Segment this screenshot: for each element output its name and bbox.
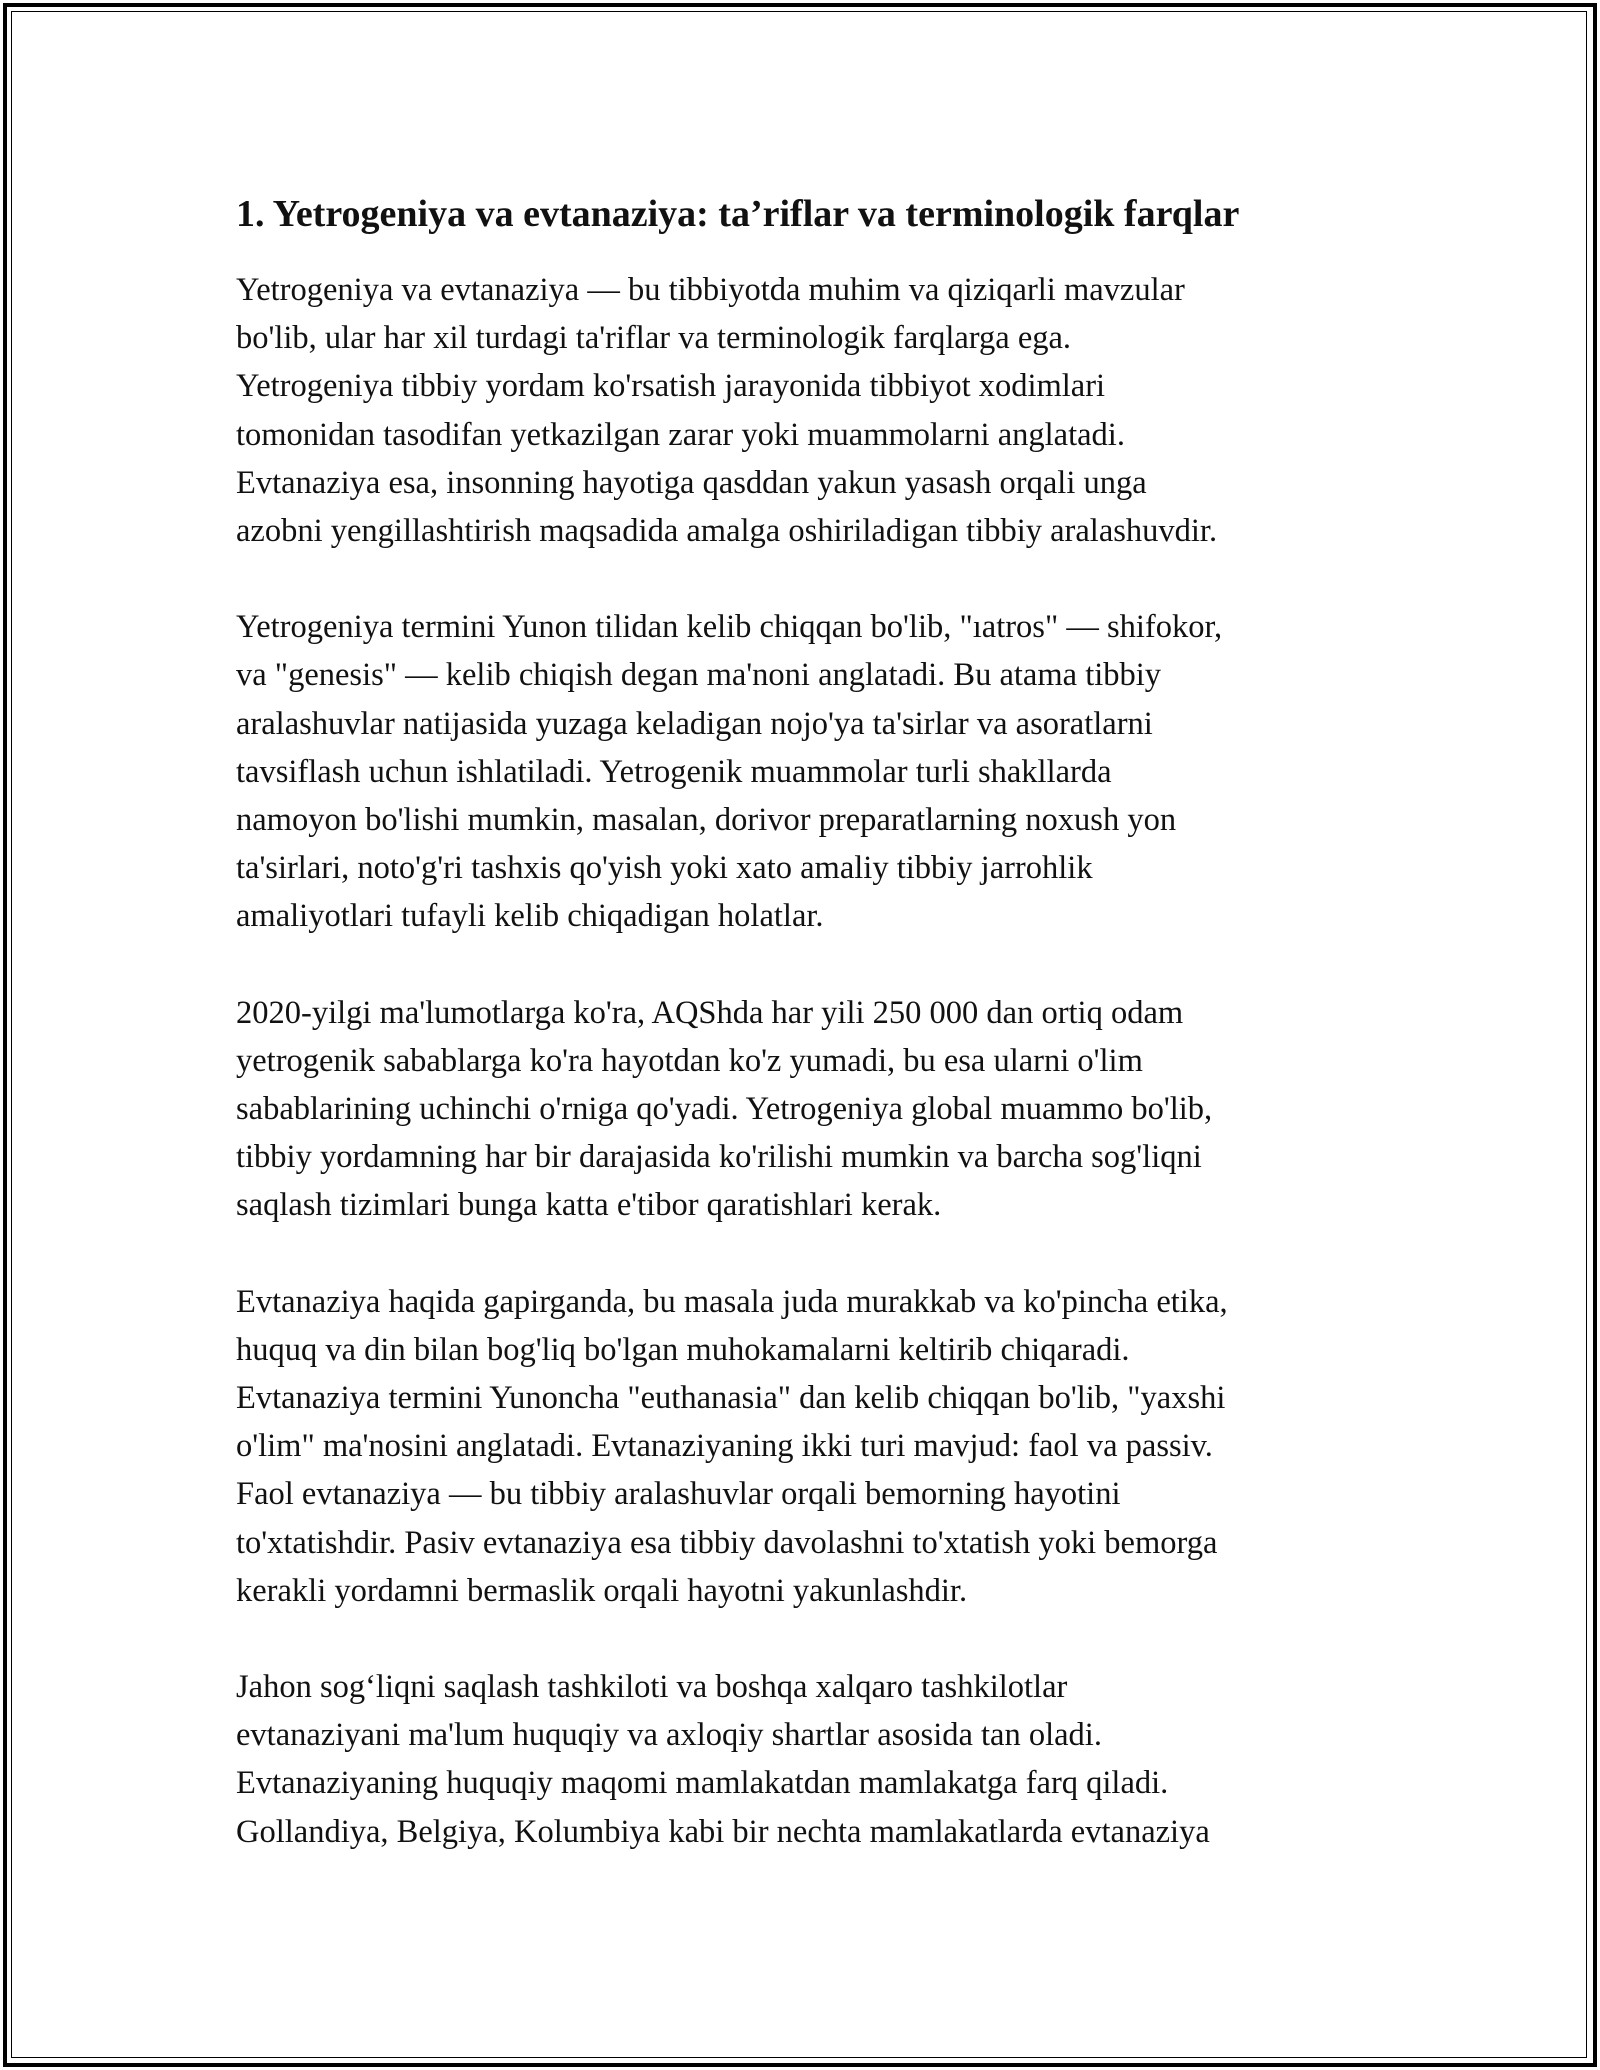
paragraph-3 <box>236 989 1376 1230</box>
text-line: Evtanaziyaning huquqiy maqomi mamlakatdan mamlakatga farq qiladi. <box>236 1765 1169 1802</box>
paragraph-2 <box>236 603 1376 940</box>
text-line: Yetrogeniya termini Yunon tilidan kelib chiqqan bo'lib, "ıatros" — shifokor, <box>236 609 1223 646</box>
section-heading: 1. Yetrogeniya va evtanaziya: ta’riflar va terminologik farqlar <box>236 193 1240 235</box>
text-line: Yetrogeniya tibbiy yordam ko'rsatish jarayonida tibbiyot xodimlari <box>236 368 1106 405</box>
text-line: yetrogenik sabablarga ko'ra hayotdan ko'z yumadi, bu esa ularni o'lim <box>236 1042 1143 1079</box>
text-line: va "genesis" — kelib chiqish degan ma'noni anglatadi. Bu atama tibbiy <box>236 657 1162 694</box>
text-line: Gollandiya, Belgiya, Kolumbiya kabi bir nechta mamlakatlarda evtanaziya <box>236 1813 1210 1850</box>
paragraph-4 <box>236 1278 1376 1615</box>
text-line: evtanaziyani ma'lum huquqiy va axloqiy shartlar asosida tan oladi. <box>236 1717 1102 1754</box>
text-line: tibbiy yordamning har bir darajasida ko'rilishi mumkin va barcha sog'liqni <box>236 1139 1202 1176</box>
text-line: kerakli yordamni bermaslik orqali hayotni yakunlashdir. <box>236 1572 968 1609</box>
text-line: sabablarining uchinchi o'rniga qo'yadi. Yetrogeniya global muammo bo'lib, <box>236 1091 1213 1128</box>
text-line: huquq va din bilan bog'liq bo'lgan muhokamalarni keltirib chiqaradi. <box>236 1331 1130 1368</box>
text-line: azobni yengillashtirish maqsadida amalga oshiriladigan tibbiy aralashuvdir. <box>236 513 1218 550</box>
text-line: to'xtatishdir. Pasiv evtanaziya esa tibbiy davolashni to'xtatish yoki bemorga <box>236 1524 1218 1561</box>
text-line: Jahon sog‘liqni saqlash tashkiloti va boshqa xalqaro tashkilotlar <box>236 1669 1068 1706</box>
text-line: Evtanaziya haqida gapirganda, bu masala juda murakkab va ko'pincha etika, <box>236 1283 1228 1320</box>
text-line: Evtanaziya termini Yunoncha "euthanasia" dan kelib chiqqan bo'lib, "yaxshi <box>236 1380 1226 1417</box>
text-line: tavsiflash uchun ishlatiladi. Yetrogenik muammolar turli shakllarda <box>236 753 1112 790</box>
text-line: tomonidan tasodifan yetkazilgan zarar yoki muammolarni anglatadi. <box>236 416 1125 453</box>
text-line: amaliyotlari tufayli kelib chiqadigan holatlar. <box>236 898 824 935</box>
text-line: o'lim" ma'nosini anglatadi. Evtanaziyaning ikki turi mavjud: faol va passiv. <box>236 1428 1213 1465</box>
text-line: saqlash tizimlari bunga katta e'tibor qaratishlari kerak. <box>236 1187 942 1224</box>
text-line: namoyon bo'lishi mumkin, masalan, dorivor preparatlarning noxush yon <box>236 802 1177 839</box>
text-line: Yetrogeniya va evtanaziya — bu tibbiyotda muhim va qiziqarli mavzular <box>236 272 1185 308</box>
text-line: 2020-yilgi ma'lumotlarga ko'ra, AQShda har yili 250 000 dan ortiq odam <box>236 994 1184 1031</box>
text-line: Faol evtanaziya — bu tibbiy aralashuvlar orqali bemorning hayotini <box>236 1476 1121 1513</box>
paragraph-5 <box>236 1663 1376 1856</box>
text-line: aralashuvlar natijasida yuzaga keladigan nojo'ya ta'sirlar va asoratlarni <box>236 705 1153 742</box>
paragraph-1 <box>236 266 1376 555</box>
text-line: bo'lib, ular har xil turdagi ta'riflar va terminologik farqlarga ega. <box>236 320 1072 357</box>
text-line: ta'sirlari, noto'g'ri tashxis qo'yish yoki xato amaliy tibbiy jarrohlik <box>236 850 1093 887</box>
document-page <box>236 186 1376 1904</box>
text-line: Evtanaziya esa, insonning hayotiga qasddan yakun yasash orqali unga <box>236 464 1147 501</box>
